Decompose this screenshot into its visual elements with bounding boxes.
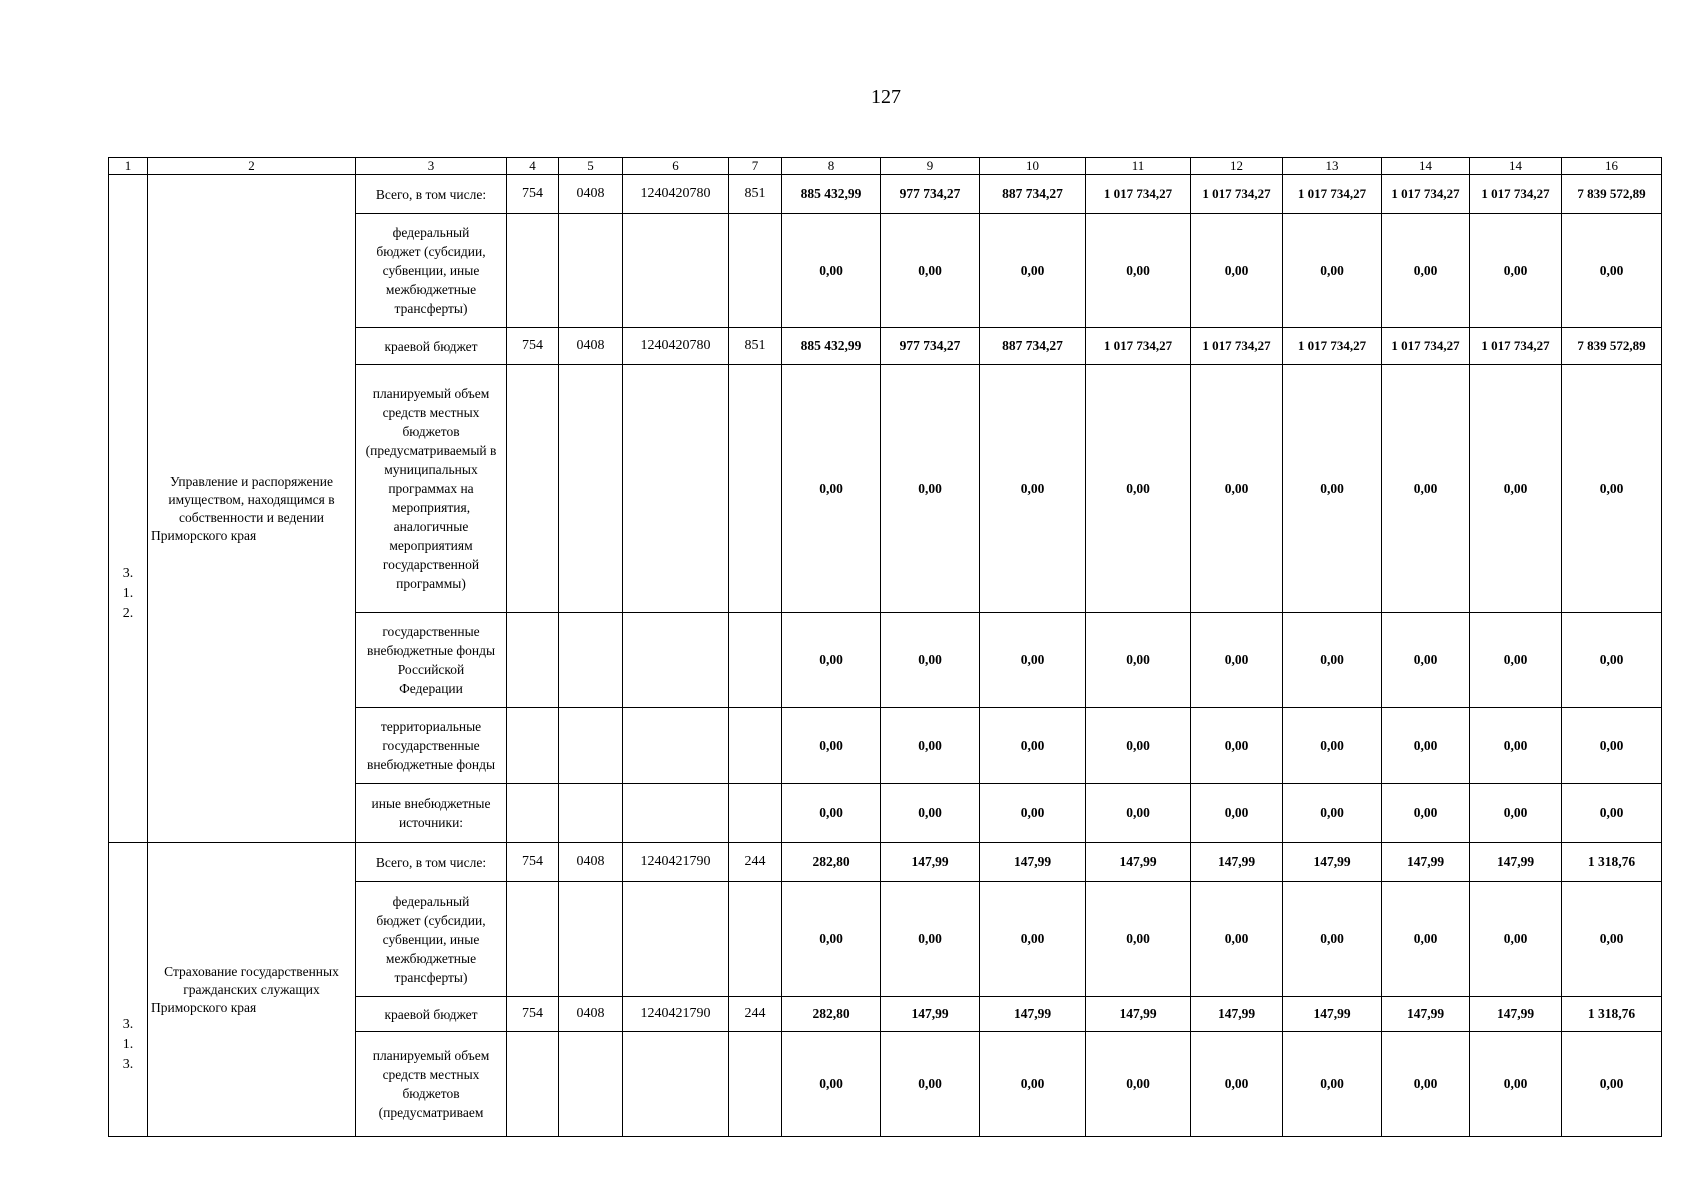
amount-cell: 0,00 [1191,708,1283,784]
funding-source-text: федеральный бюджет (субсидии, субвенции, иные межбюджетные трансферты) [376,225,486,316]
amount-cell: 0,00 [1191,214,1283,328]
budget-code [729,882,782,997]
column-header: 12 [1191,158,1283,175]
column-header: 8 [782,158,881,175]
amount-cell: 147,99 [1283,843,1382,882]
budget-code [729,613,782,708]
funding-source [356,328,507,365]
funding-source [356,1032,507,1137]
amount-cell: 0,00 [980,708,1086,784]
amount-cell: 282,80 [782,843,881,882]
amount-cell: 147,99 [980,997,1086,1032]
amount-cell: 0,00 [1086,214,1191,328]
column-header: 9 [881,158,980,175]
budget-code [623,784,729,843]
amount-cell: 1 017 734,27 [1382,175,1470,214]
amount-cell: 0,00 [881,1032,980,1137]
funding-source [356,214,507,328]
amount-cell: 1 318,76 [1562,997,1662,1032]
funding-source-text: федеральный бюджет (субсидии, субвенции, иные межбюджетные трансферты) [376,893,486,985]
amount-cell: 0,00 [1382,1032,1470,1137]
amount-cell: 0,00 [1382,214,1470,328]
funding-source [356,843,507,882]
amount-cell: 0,00 [782,613,881,708]
budget-code [507,214,559,328]
amount-cell: 1 017 734,27 [1086,175,1191,214]
budget-code [623,613,729,708]
amount-cell: 0,00 [1283,613,1382,708]
amount-cell: 0,00 [1191,365,1283,613]
amount-cell: 0,00 [980,214,1086,328]
amount-cell: 0,00 [1191,784,1283,843]
funding-source-text: краевой бюджет [384,1006,478,1022]
amount-cell: 1 017 734,27 [1283,328,1382,365]
funding-source-text: Всего, в том числе: [375,186,487,202]
budget-code: 0408 [559,843,623,882]
amount-cell: 0,00 [1086,613,1191,708]
amount-cell: 0,00 [782,708,881,784]
budget-code [729,784,782,843]
budget-code [507,365,559,613]
amount-cell: 1 017 734,27 [1470,175,1562,214]
funding-source-text: краевой бюджет [384,338,478,354]
amount-cell: 0,00 [782,365,881,613]
amount-cell: 0,00 [1470,882,1562,997]
budget-code [623,708,729,784]
budget-code: 1240420780 [623,328,729,365]
budget-code: 244 [729,843,782,882]
amount-cell: 7 839 572,89 [1562,175,1662,214]
column-header: 7 [729,158,782,175]
amount-cell: 1 017 734,27 [1191,175,1283,214]
amount-cell: 1 017 734,27 [1382,328,1470,365]
amount-cell: 0,00 [1562,214,1662,328]
section-number-part: 3. [122,565,134,581]
budget-code [623,365,729,613]
column-header: 13 [1283,158,1382,175]
amount-cell: 147,99 [1470,997,1562,1032]
table-row [109,843,1662,882]
budget-code [559,784,623,843]
amount-cell: 0,00 [1283,882,1382,997]
amount-cell: 147,99 [1191,843,1283,882]
budget-code: 1240421790 [623,997,729,1032]
column-header: 3 [356,158,507,175]
budget-code [507,613,559,708]
amount-cell: 0,00 [881,613,980,708]
funding-source-text: иные внебюджетные источники: [371,796,491,830]
column-header: 14 [1382,158,1470,175]
section-number-part: 3. [122,1016,134,1032]
section-number-part: 3. [122,1056,134,1072]
budget-code: 0408 [559,175,623,214]
amount-cell: 0,00 [1086,365,1191,613]
budget-code: 754 [507,328,559,365]
amount-cell: 147,99 [1191,997,1283,1032]
amount-cell: 977 734,27 [881,328,980,365]
column-header: 1 [109,158,148,175]
budget-code [507,708,559,784]
amount-cell: 147,99 [1470,843,1562,882]
amount-cell: 0,00 [1470,1032,1562,1137]
column-header: 16 [1562,158,1662,175]
amount-cell: 0,00 [1191,613,1283,708]
funding-source [356,784,507,843]
budget-code: 851 [729,175,782,214]
amount-cell: 885 432,99 [782,175,881,214]
budget-code: 754 [507,997,559,1032]
amount-cell: 885 432,99 [782,328,881,365]
amount-cell: 0,00 [1470,365,1562,613]
amount-cell: 0,00 [1283,365,1382,613]
column-header: 10 [980,158,1086,175]
budget-code [507,784,559,843]
budget-code [729,214,782,328]
budget-code [623,1032,729,1137]
funding-source-text: территориальные государственные внебюджетные фонды [366,719,496,772]
amount-cell: 0,00 [1086,784,1191,843]
funding-source-text: государственные внебюджетные фонды Российской Федерации [366,624,496,696]
amount-cell: 887 734,27 [980,328,1086,365]
amount-cell: 977 734,27 [881,175,980,214]
amount-cell: 0,00 [1283,784,1382,843]
amount-cell: 0,00 [980,365,1086,613]
amount-cell: 0,00 [782,882,881,997]
amount-cell: 0,00 [1086,708,1191,784]
funding-source-text: планируемый объем средств местных бюджетов (предусматриваем [372,1048,490,1120]
amount-cell: 0,00 [1562,708,1662,784]
amount-cell: 0,00 [1382,708,1470,784]
budget-code [559,365,623,613]
section-number [109,175,148,843]
measure-name: Управление и распоряжение имуществом, находящимся в собственности и ведении Приморского края [148,175,356,843]
amount-cell: 1 017 734,27 [1470,328,1562,365]
amount-cell: 282,80 [782,997,881,1032]
amount-cell: 0,00 [1283,214,1382,328]
funding-source [356,997,507,1032]
amount-cell: 0,00 [1086,882,1191,997]
page-number: 127 [871,86,901,108]
amount-cell: 0,00 [881,708,980,784]
amount-cell: 0,00 [980,613,1086,708]
amount-cell: 887 734,27 [980,175,1086,214]
budget-code: 754 [507,843,559,882]
budget-code [559,1032,623,1137]
budget-code [559,882,623,997]
budget-code: 1240420780 [623,175,729,214]
amount-cell: 147,99 [1086,843,1191,882]
amount-cell: 0,00 [1562,882,1662,997]
amount-cell: 147,99 [1382,843,1470,882]
funding-source [356,365,507,613]
amount-cell: 1 017 734,27 [1283,175,1382,214]
column-header: 6 [623,158,729,175]
section-number-part: 1. [122,585,134,601]
amount-cell: 0,00 [1562,365,1662,613]
amount-cell: 0,00 [1470,214,1562,328]
amount-cell: 1 318,76 [1562,843,1662,882]
budget-code [507,1032,559,1137]
budget-code [559,214,623,328]
amount-cell: 0,00 [1283,1032,1382,1137]
amount-cell: 0,00 [782,214,881,328]
amount-cell: 147,99 [1086,997,1191,1032]
amount-cell: 147,99 [1382,997,1470,1032]
amount-cell: 0,00 [1191,882,1283,997]
amount-cell: 1 017 734,27 [1086,328,1191,365]
amount-cell: 0,00 [881,784,980,843]
amount-cell: 0,00 [1470,708,1562,784]
budget-code: 1240421790 [623,843,729,882]
amount-cell: 0,00 [1562,1032,1662,1137]
measure-name: Страхование государственных гражданских служащих Приморского края [148,843,356,1137]
budget-code [623,882,729,997]
amount-cell: 0,00 [1382,365,1470,613]
amount-cell: 0,00 [1382,784,1470,843]
amount-cell: 0,00 [881,365,980,613]
amount-cell: 7 839 572,89 [1562,328,1662,365]
budget-code [623,214,729,328]
budget-code [559,613,623,708]
budget-code [729,1032,782,1137]
budget-code: 0408 [559,997,623,1032]
funding-source [356,708,507,784]
amount-cell: 0,00 [1283,708,1382,784]
funding-source-text: планируемый объем средств местных бюджетов (предусматриваемый в муниципальных программах на мероприятия, аналогичные мероприятиям государственной программы) [365,386,497,591]
funding-source [356,175,507,214]
amount-cell: 0,00 [1562,613,1662,708]
amount-cell: 0,00 [1382,882,1470,997]
amount-cell: 0,00 [782,1032,881,1137]
header-row [109,158,1662,175]
amount-cell: 147,99 [980,843,1086,882]
amount-cell: 0,00 [980,1032,1086,1137]
amount-cell: 0,00 [1191,1032,1283,1137]
funding-source [356,613,507,708]
column-header: 2 [148,158,356,175]
amount-cell: 0,00 [1382,613,1470,708]
amount-cell: 0,00 [980,784,1086,843]
budget-code: 0408 [559,328,623,365]
amount-cell: 0,00 [1562,784,1662,843]
budget-code [559,708,623,784]
table-row [109,175,1662,214]
budget-code [507,882,559,997]
column-header: 11 [1086,158,1191,175]
budget-code: 851 [729,328,782,365]
section-number-part: 1. [122,1036,134,1052]
funding-source-text: Всего, в том числе: [375,854,487,870]
section-number-part: 2. [122,605,134,621]
amount-cell: 0,00 [881,882,980,997]
amount-cell: 147,99 [881,843,980,882]
amount-cell: 147,99 [881,997,980,1032]
column-header: 4 [507,158,559,175]
column-header: 5 [559,158,623,175]
budget-code [729,708,782,784]
budget-code: 244 [729,997,782,1032]
amount-cell: 0,00 [881,214,980,328]
amount-cell: 0,00 [1470,613,1562,708]
amount-cell: 0,00 [980,882,1086,997]
amount-cell: 147,99 [1283,997,1382,1032]
budget-table [108,157,1662,1137]
funding-source [356,882,507,997]
amount-cell: 0,00 [782,784,881,843]
budget-code: 754 [507,175,559,214]
section-number [109,843,148,1137]
amount-cell: 1 017 734,27 [1191,328,1283,365]
column-header: 14 [1470,158,1562,175]
amount-cell: 0,00 [1086,1032,1191,1137]
amount-cell: 0,00 [1470,784,1562,843]
budget-code [729,365,782,613]
